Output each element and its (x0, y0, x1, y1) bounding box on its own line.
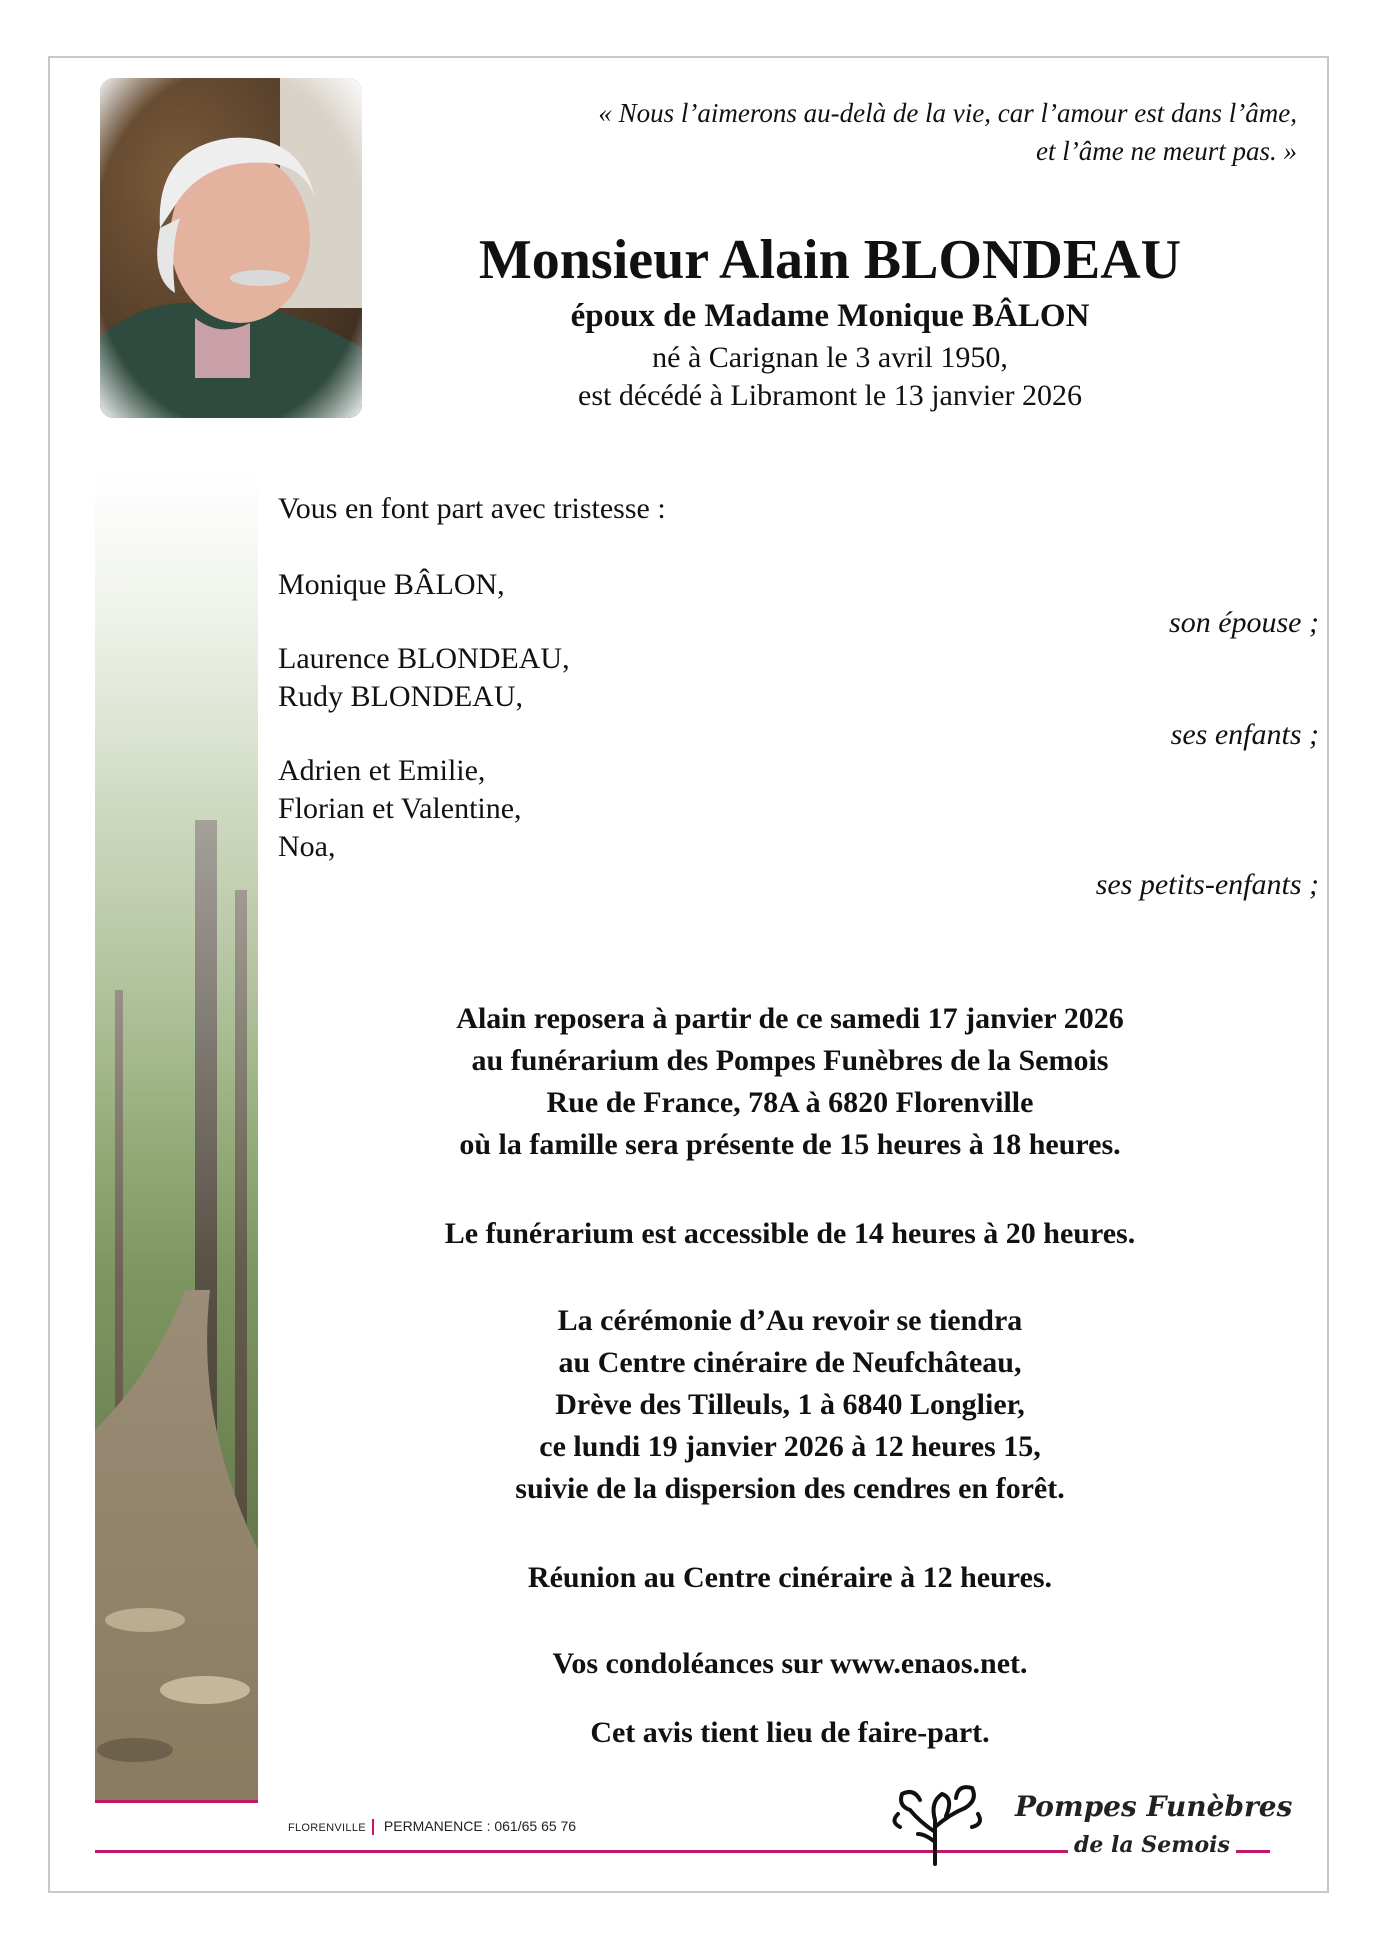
family-name: Laurence BLONDEAU, (278, 642, 570, 675)
ceremony-line: Drève des Tilleuls, 1 à 6840 Longlier, (555, 1388, 1025, 1421)
death-line: est décédé à Libramont le 13 janvier 2026 (578, 379, 1082, 412)
visitation-line: où la famille sera présente de 15 heures à 18 heures. (459, 1128, 1121, 1161)
visitation-info (300, 998, 1280, 1166)
ceremony-line: suivie de la dispersion des cendres en forêt. (515, 1472, 1065, 1505)
ceremony-info (300, 1300, 1280, 1510)
access-hours: Le funérarium est accessible de 14 heures à 20 heures. (444, 1217, 1136, 1250)
family-name: Noa, (278, 830, 336, 863)
family-relation: son épouse ; (1169, 606, 1319, 639)
family-name: Monique BÂLON, (278, 568, 505, 601)
meeting-info: Réunion au Centre cinéraire à 12 heures. (527, 1561, 1053, 1594)
family-relation: ses enfants ; (1170, 718, 1319, 751)
ceremony-line: au Centre cinéraire de Neufchâteau, (558, 1346, 1022, 1379)
portrait-photo (100, 78, 362, 418)
forest-path-image (95, 470, 258, 1800)
footer-divider (372, 1819, 374, 1835)
spouse-line: époux de Madame Monique BÂLON (570, 298, 1090, 334)
visitation-line: au funérarium des Pompes Funèbres de la Semois (471, 1044, 1109, 1077)
birth-line: né à Carignan le 3 avril 1950, (652, 341, 1008, 374)
visitation-line: Alain reposera à partir de ce samedi 17 janvier 2026 (456, 1002, 1124, 1035)
ceremony-line: ce lundi 19 janvier 2026 à 12 heures 15, (539, 1430, 1041, 1463)
footer-contact (288, 1818, 576, 1835)
family-name: Adrien et Emilie, (278, 754, 486, 787)
epigraph-quote (437, 94, 1297, 170)
condolences-info: Vos condoléances sur www.enaos.net. (552, 1647, 1028, 1680)
family-name: Rudy BLONDEAU, (278, 680, 523, 713)
brand-subtitle: de la Semois (1068, 1832, 1236, 1858)
strip-accent-line (95, 1800, 258, 1803)
family-relation: ses petits-enfants ; (1095, 868, 1319, 901)
family-name: Florian et Valentine, (278, 792, 522, 825)
ceremony-line: La cérémonie d’Au revoir se tiendra (557, 1304, 1023, 1337)
footer-town: FLORENVILLE (288, 1822, 366, 1834)
deceased-name: Monsieur Alain BLONDEAU (478, 229, 1182, 291)
quote-line-2: et l’âme ne meurt pas. » (1036, 136, 1297, 166)
brand-name: Pompes Funèbres (1015, 1790, 1293, 1823)
visitation-line: Rue de France, 78A à 6820 Florenville (546, 1086, 1034, 1119)
footer-permanence: PERMANENCE : 061/65 65 76 (383, 1818, 577, 1834)
family-intro: Vous en font part avec tristesse : (278, 492, 666, 525)
notice-line: Cet avis tient lieu de faire-part. (590, 1716, 990, 1749)
quote-line-1: « Nous l’aimerons au-delà de la vie, car l’amour est dans l’âme, (598, 98, 1297, 128)
